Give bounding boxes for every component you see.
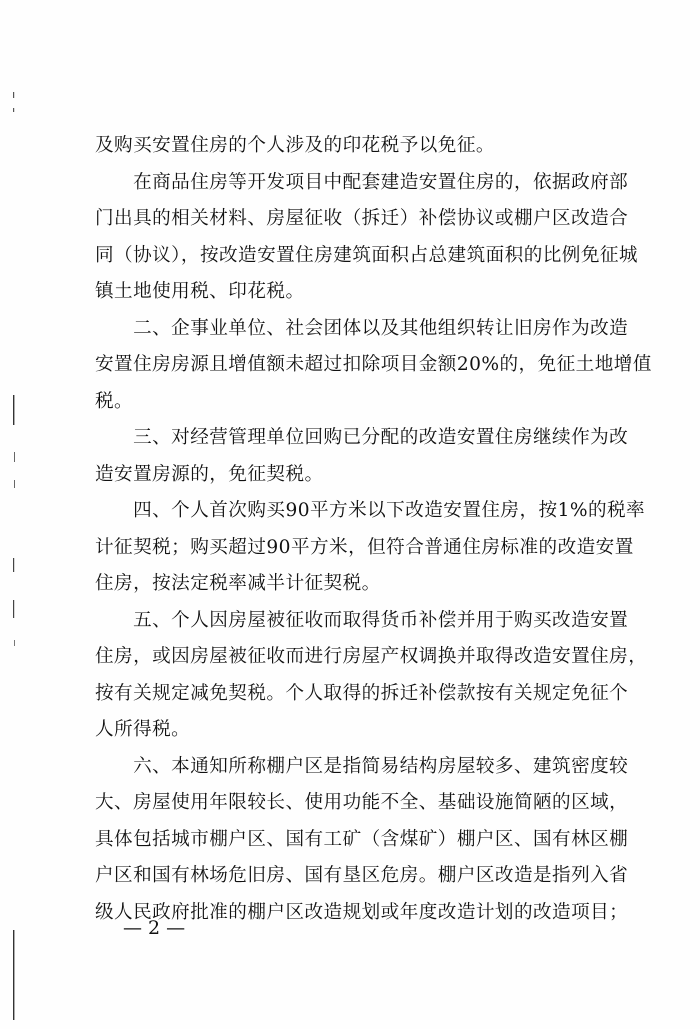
text-line: 六、本通知所称棚户区是指简易结构房屋较多、建筑密度较 bbox=[95, 755, 629, 777]
text-line: 级人民政府批准的棚户区改造规划或年度改造计划的改造项目； bbox=[95, 901, 629, 923]
text-line: 税。 bbox=[95, 390, 134, 412]
text-line: 三、对经营管理单位回购已分配的改造安置住房继续作为改 bbox=[95, 427, 629, 448]
text-line: 户区和国有林场危旧房、国有垦区危房。棚户区改造是指列入省 bbox=[95, 865, 629, 886]
text-line: 在商品住房等开发项目中配套建造安置住房的，依据政府部 bbox=[95, 171, 629, 193]
text-line: 造安置房源的，免征契税。 bbox=[95, 463, 324, 485]
text-line: 安置住房房源且增值额未超过扣除项目金额20%的，免征土地增值 bbox=[95, 354, 652, 375]
text-line: 按有关规定减免契税。个人取得的拆迁补偿款按有关规定免征个 bbox=[95, 682, 629, 704]
text-line: 住房，按法定税率减半计征契税。 bbox=[95, 573, 381, 594]
text-line: 同（协议），按改造安置住房建筑面积占总建筑面积的比例免征城 bbox=[95, 244, 638, 266]
text-line: 具体包括城市棚户区、国有工矿（含煤矿）棚户区、国有林区棚 bbox=[95, 828, 629, 850]
text-line: 门出具的相关材料、房屋征收（拆迁）补偿协议或棚户区改造合 bbox=[95, 208, 629, 229]
text-line: 大、房屋使用年限较长、使用功能不全、基础设施简陋的区域， bbox=[95, 792, 629, 813]
text-line: 二、企事业单位、社会团体以及其他组织转让旧房作为改造 bbox=[95, 317, 629, 339]
text-line: 五、个人因房屋被征收而取得货币补偿并用于购买改造安置 bbox=[95, 609, 629, 631]
text-line: 人所得税。 bbox=[95, 719, 191, 740]
text-line: 四、个人首次购买90平方米以下改造安置住房，按1%的税率 bbox=[95, 500, 646, 521]
binding-edge-marks bbox=[8, 0, 20, 1029]
text-line: 及购买安置住房的个人涉及的印花税予以免征。 bbox=[95, 135, 495, 156]
document-body bbox=[95, 128, 652, 931]
page-number: — 2 — bbox=[123, 917, 186, 939]
text-line: 计征契税；购买超过90平方米，但符合普通住房标准的改造安置 bbox=[95, 536, 634, 558]
text-line: 镇土地使用税、印花税。 bbox=[95, 281, 305, 302]
text-line: 住房，或因房屋被征收而进行房屋产权调换并取得改造安置住房， bbox=[95, 646, 648, 667]
